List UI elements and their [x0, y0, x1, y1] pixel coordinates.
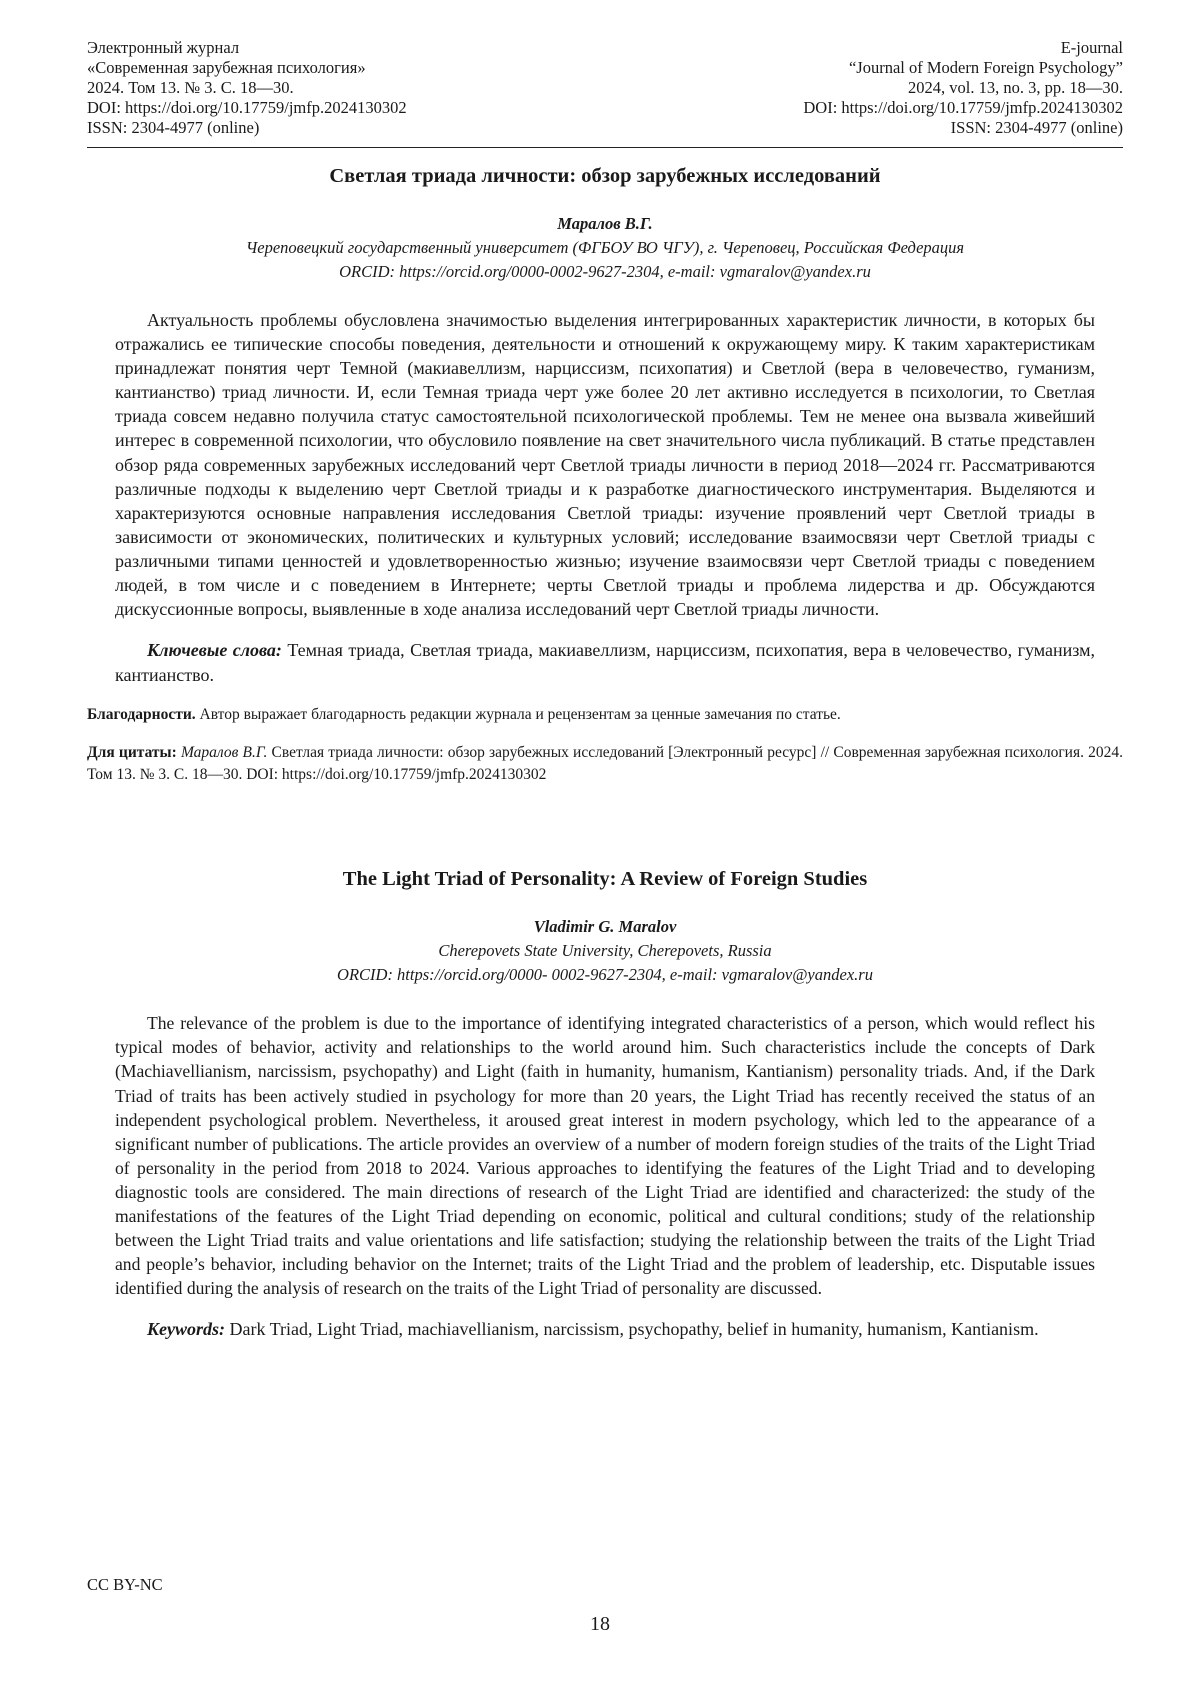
header-en-line: 2024, vol. 13, no. 3, pp. 18—30. — [908, 78, 1123, 97]
ru-affiliation: Череповецкий государственный университет (ФГБОУ ВО ЧГУ), г. Череповец, Российская Федерация — [245, 238, 965, 257]
en-title: The Light Triad of Personality: A Review of Foreign Studies — [342, 868, 868, 891]
acknowledgements-label: Благодарности. — [87, 706, 196, 724]
citation-text: Светлая триада личности: обзор зарубежных исследований [Электронный ресурс] // Современная зарубежная психология. 2024. Том 13. № 3. С. 18—30. DOI: https://doi.org/10.17759/jmfp.2024130302 — [87, 744, 1124, 784]
en-affiliation: Cherepovets State University, Cherepovets, Russia — [438, 941, 772, 961]
header-ru-line: Электронный журнал — [87, 38, 240, 57]
header-ru-line: 2024. Том 13. № 3. С. 18—30. — [87, 78, 294, 97]
citation — [87, 742, 1123, 786]
journal-header — [87, 38, 1123, 138]
en-abstract: The relevance of the problem is due to the importance of identifying integrated characteristics of a person, which would reflect his typical modes of behavior, activity and relationships to the world around him. Such characteristics include the concepts of Dark (Machiavellianism, narcissism, psychopathy) and Light (faith in humanity, humanism, Kantianism) personality triads. And, if the Dark Triad of traits has been actively studied in psychology for more than 20 years, the Light Triad has recently received the status of an independent psychological problem. Nevertheless, it aroused great interest in modern psychology, which led to the appearance of a significant number of publications. The article provides an overview of a number of modern foreign studies of the traits of the Light Triad of personality in the period from 2018 to 2024. Various approaches to identifying the features of the Light Triad and to developing diagnostic tools are considered. The main directions of research of the Light Triad are identified and characterized: the study of the manifestations of the features of the Light Triad depending on economic, political and cultural conditions; study of the relationship between the Light Triad traits and value orientations and life satisfaction; studying the relationship between the traits of the Light Triad and people’s behavior, including behavior on the Internet; traits of the Light Triad and the problem of leadership, etc. Disputable issues identified during the analysis of research on the traits of the Light Triad of personality are discussed. — [115, 1013, 1095, 1299]
ru-author: Маралов В.Г. — [557, 214, 653, 233]
en-author: Vladimir G. Maralov — [533, 917, 677, 937]
header-ru-line: «Современная зарубежная психология» — [87, 58, 366, 77]
ru-keywords-text: Темная триада, Светлая триада, макиавеллизм, нарциссизм, психопатия, вера в человечество, гуманизм, кантианство. — [115, 640, 1095, 686]
ru-title: Светлая триада личности: обзор зарубежных исследований — [329, 165, 881, 187]
citation-label: Для цитаты: — [87, 744, 177, 762]
ru-abstract: Актуальность проблемы обусловлена значимостью выделения интегрированных характеристик личности, в которых бы отражались ее типические способы поведения, деятельности и отношений к окружающему миру. К таким характеристикам принадлежат понятия черт Темной (макиавеллизм, нарциссизм, психопатия) и Светлой (вера в человечество, гуманизм, кантианство) триад личности. И, если Темная триада черт уже более 20 лет активно исследуется в психологии, то Светлая триада совсем недавно получила статус самостоятельной психологической проблемы. Тем не менее она вызвала живейший интерес в современной психологии, что обусловило появление на свет значительного числа публикаций. В статье представлен обзор ряда современных зарубежных исследований черт Светлой триады личности в период 2018—2024 гг. Рассматриваются различные подходы к выделению черт Светлой триады и к разработке диагностического инструментария. Выделяются и характеризуются основные направления исследования Светлой триады: изучение проявлений черт Светлой триады в зависимости от экономических, политических и культурных условий; исследование взаимосвязи черт Светлой триады с различными типами ценностей и удовлетворенностью жизнью; изучение взаимосвязи черт Светлой триады с поведением людей, в том числе и с поведением в Интернете; черты Светлой триады и проблема лидерства и др. Обсуждаются дискуссионные вопросы, выявленные в ходе анализа исследований черт Светлой триады личности. — [115, 310, 1095, 620]
license-label: CC BY-NC — [87, 1575, 163, 1594]
header-en-line: E-journal — [1060, 38, 1123, 57]
en-keywords — [115, 1317, 1095, 1342]
ru-orcid: ORCID: https://orcid.org/0000-0002-9627-2304, e-mail: vgmaralov@yandex.ru — [339, 262, 871, 281]
ru-keywords-label: Ключевые слова: — [147, 640, 282, 661]
header-ru — [87, 38, 407, 138]
header-ru-line: DOI: https://doi.org/10.17759/jmfp.2024130302 — [87, 98, 407, 117]
acknowledgements — [87, 704, 1123, 726]
header-en-line: ISSN: 2304-4977 (online) — [950, 118, 1123, 137]
en-keywords-text: Dark Triad, Light Triad, machiavellianism, narcissism, psychopathy, belief in humanity, humanism, Kantianism. — [229, 1319, 1039, 1340]
header-ru-line: ISSN: 2304-4977 (online) — [87, 118, 260, 137]
citation-author: Маралов В.Г. — [180, 744, 268, 762]
header-divider — [87, 147, 1123, 148]
page-number: 18 — [590, 1613, 610, 1635]
en-keywords-label: Keywords: — [147, 1319, 225, 1340]
header-en-line: DOI: https://doi.org/10.17759/jmfp.2024130302 — [803, 98, 1123, 117]
article-page — [87, 38, 1123, 1342]
header-en-line: “Journal of Modern Foreign Psychology” — [848, 58, 1123, 77]
en-orcid: ORCID: https://orcid.org/0000- 0002-9627-2304, e-mail: vgmaralov@yandex.ru — [337, 965, 873, 985]
header-en — [803, 38, 1123, 138]
ru-keywords — [115, 638, 1095, 688]
acknowledgements-text: Автор выражает благодарность редакции журнала и рецензентам за ценные замечания по статье. — [199, 706, 841, 724]
